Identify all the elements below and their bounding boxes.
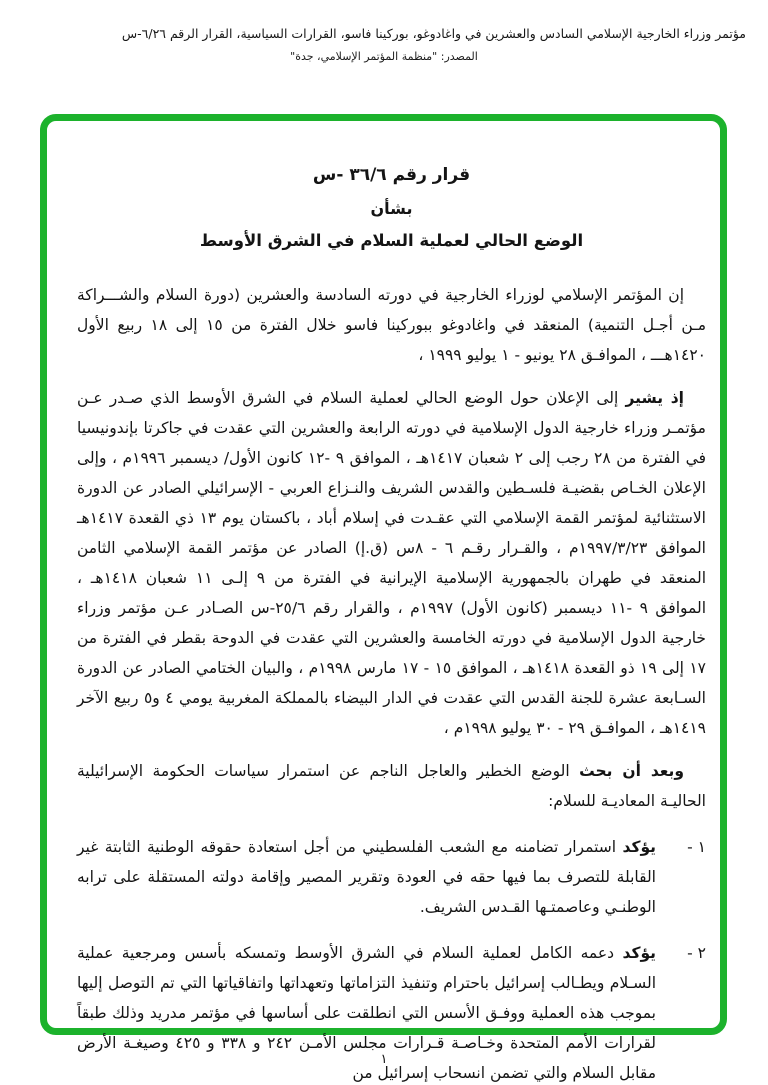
resolution-regarding-label: بشأن: [370, 199, 413, 218]
resolution-number-title: قرار رقم ٣٦/٦ -س: [312, 165, 471, 185]
item-text: استمرار تضامنه مع الشعب الفلسطيني من أجل استعادة حقوقه الوطنية الثابتة غير القابلة للتصرف بما فيها حقه في العودة وتقرير المصير وإقامة دولته المستقلة على ترابه الوطنـي وعاصمتـها القـدس الشريف.: [77, 838, 656, 916]
paragraph-text: إن المؤتمر الإسلامي لوزراء الخارجية في دورته السادسة والعشرين (دورة السلام والشـــراكة مـن أجـل التنمية) المنعقد في واغادوغو ببوركينا فاسو خلال الفترة من ١٥ إلى ١٨ ربيع الأول ١٤٢٠هـــ ، الموافـق ٢٨ يونيو - ١ يوليو ١٩٩٩ ،: [77, 286, 707, 364]
item-paragraph: [77, 832, 656, 922]
item-number: ١ -: [687, 838, 706, 856]
header-source: المصدر: "منظمة المؤتمر الإسلامي، جدة": [290, 50, 478, 63]
resolution-subject-title: الوضع الحالي لعملية السلام في الشرق الأوسط: [199, 231, 584, 250]
resolution-title-block: [77, 165, 706, 250]
paragraph-text: الوضع الخطير والعاجل الناجم عن استمرار سياسات الحكومة الإسرائيلية الحاليـة المعاديـة للسلام:: [77, 762, 706, 810]
preamble-paragraph-3: [77, 756, 706, 816]
paragraph-lead-text: وبعد أن بحث: [579, 762, 684, 780]
item-lead-text: يؤكد: [622, 944, 656, 962]
header-citation: مؤتمر وزراء الخارجية الإسلامي السادس والعشرين في واغادوغو، بوركينا فاسو، القرارات السياسية، القرار الرقم ٦/٢٦-س: [121, 26, 746, 41]
item-number: ٢ -: [687, 944, 706, 962]
resolution-body: [77, 280, 706, 1085]
document-header: [0, 0, 768, 63]
operative-item-1: [77, 832, 706, 922]
item-text: دعمه الكامل لعملية السلام في الشرق الأوسط وتمسكه بأسس ومرجعية عملية السـلام ويطـالب إسرائيل باحترام وتنفيذ التزاماتها وتعهداتها واتفاقياتها التي تم التوصل إليها بموجب هذه العملية ووفـق الأسس التي انطلقت على أساسها في مؤتمر مدريد وذلك طبقاً لقرارات الأمم المتحدة وخـاصـة قـرارات مجلس الأمـن ٢٤٢ و ٣٣٨ و ٤٢٥ وصيغـة الأرض مقابل السلام والتي تضمن انسحاب إسرائيل من: [77, 944, 656, 1082]
paragraph-lead-text: إذ يشير: [625, 389, 684, 407]
preamble-paragraph-1: [77, 280, 706, 370]
page-number: ١: [380, 1052, 388, 1067]
preamble-paragraph-2: [77, 383, 706, 743]
item-lead-text: يؤكد: [622, 838, 656, 856]
resolution-frame: [40, 114, 727, 1082]
paragraph-text: إلى الإعلان حول الوضع الحالي لعملية السلام في الشرق الأوسط الذي صـدر عـن مؤتمـر وزراء خارجية الدول الإسلامية في دورته الرابعة والعشرين التي عقدت في جاكرتا بإندونيسيا في الفترة من ٢٨ رجب إلى ٢ شعبان ١٤١٧هـ ، الموافق ٩ -١٢ كانون الأول/ ديسمبر ١٩٩٦م ، وإلى الإعلان الخـاص بقضيـة فلسـطين والقدس الشريف والنـزاع العربي - الإسرائيلي الصادر عن الدورة الاستثنائية لمؤتمر القمة الإسلامي التي عقـدت في إسلام أباد ، باكستان يوم ١٣ ذي القعدة ١٤١٧هـ الموافق ١٩٩٧/٣/٢٣م ، والقـرار رقـم ٦ - ٨س (ق.إ) الصادر عن مؤتمر القمة الإسلامي الثامن المنعقد في طهران بالجمهورية الإسلامية الإيرانية في الفترة من ٩ إلـى ١١ شعبان ١٤١٨هـ ، الموافق ٩ -١١ ديسمبر (كانون الأول) ١٩٩٧م ، والقرار رقم ٢٥/٦-س الصـادر عـن مؤتمر وزراء خارجية الدول الإسلامية في دورته الخامسة والعشرين التي عقدت في الدوحة بقطر في الفترة من ١٧ إلى ١٩ ذو القعدة ١٤١٨هـ ، الموافق ١٥ - ١٧ مارس ١٩٩٨م ، والبيان الختامي الصادر عن الدورة السـابعة عشرة للجنة القدس التي عقدت في الدار البيضاء بالمملكة المغربية يومي ٤ و٥ ربيع الآخر ١٤١٩هـ ، الموافـق ٢٩ - ٣٠ يوليو ١٩٩٨م ،: [77, 389, 707, 737]
